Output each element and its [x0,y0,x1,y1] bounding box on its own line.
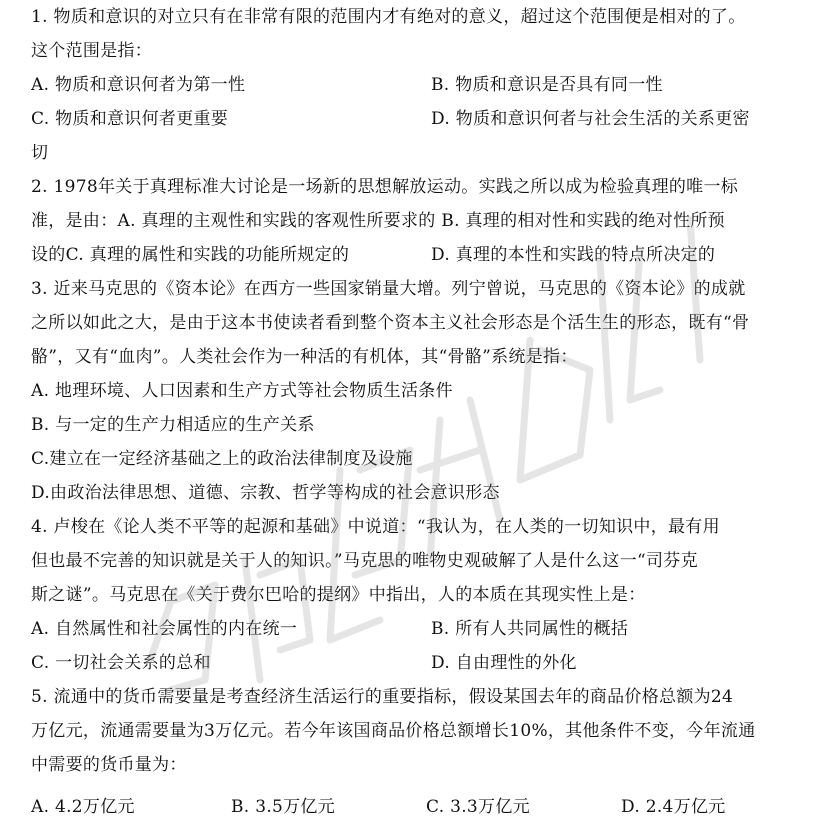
q3-option-b: B. 与一定的生产力相适应的生产关系 [31,415,315,435]
q4-option-b: B. 所有人共同属性的概括 [431,619,629,639]
q2-option-c: 设的C. 真理的属性和实践的功能所规定的 [31,245,350,265]
q1-stem-line-1: 1. 物质和意识的对立只有在非常有限的范围内才有绝对的意义，超过这个范围便是相对的了。 [31,7,746,27]
q1-option-d: D. 物质和意识何者与社会生活的关系更密 [431,109,750,129]
q2-stem-line-2: 准，是由：A. 真理的主观性和实践的客观性所要求的 B. 真理的相对性和实践的绝对性所预 [31,211,725,231]
q3-stem-line-1: 3. 近来马克思的《资本论》在西方一些国家销量大增。列宁曾说，马克思的《资本论》的成就 [31,279,746,299]
q1-option-a: A. 物质和意识何者为第一性 [31,75,246,95]
q5-option-d: D. 2.4万亿元 [621,797,726,817]
q4-options-row-1 [31,612,821,646]
q4-options-row-2 [31,646,821,680]
q4-stem-line-2: 但也最不完善的知识就是关于人的知识。”马克思的唯物史观破解了人是什么这一“司芬克 [31,551,698,571]
q1-options-row-1 [31,68,821,102]
q4-stem-line-1: 4. 卢梭在《论人类不平等的起源和基础》中说道：“我认为，在人类的一切知识中，最有用 [31,517,720,537]
q3-option-a: A. 地理环境、人口因素和生产方式等社会物质生活条件 [31,381,453,401]
q5-option-b: B. 3.5万亿元 [231,797,336,817]
q4-option-c: C. 一切社会关系的总和 [31,653,211,673]
q1-option-c: C. 物质和意识何者更重要 [31,109,229,129]
q5-option-a: A. 4.2万亿元 [31,797,135,817]
q2-option-d: D. 真理的本性和实践的特点所决定的 [431,245,716,265]
q2-options-row-1 [31,238,821,272]
q2-stem-line-1: 2. 1978年关于真理标准大讨论是一场新的思想解放运动。实践之所以成为检验真理的唯一标 [31,177,739,197]
q5-option-c: C. 3.3万亿元 [426,797,530,817]
q4-stem-line-3: 斯之谜”。马克思在《关于费尔巴哈的提纲》中指出，人的本质在其现实性上是： [31,585,646,605]
q3-option-d: D.由政治法律思想、道德、宗教、哲学等构成的社会意识形态 [31,483,500,503]
q5-stem-line-2: 万亿元，流通需要量为3万亿元。若今年该国商品价格总额增长10%，其他条件不变，今年流通 [31,721,756,741]
q5-options-row [31,790,821,824]
q3-option-c: C.建立在一定经济基础之上的政治法律制度及设施 [31,449,413,469]
q1-options-row-2 [31,102,821,136]
q3-stem-line-2: 之所以如此之大，是由于这本书使读者看到整个资本主义社会形态是个活生生的形态，既有“骨 [31,313,750,333]
q3-stem-line-3: 骼”，又有“血肉”。人类社会作为一种活的有机体，其“骨骼”系统是指： [31,347,578,367]
q1-option-b: B. 物质和意识是否具有同一性 [431,75,663,95]
q4-option-a: A. 自然属性和社会属性的内在统一 [31,619,298,639]
q5-stem-line-3: 中需要的货币量为： [31,755,187,775]
q1-option-d-continued: 切 [31,143,49,163]
q1-stem-line-2: 这个范围是指： [31,41,153,61]
q5-stem-line-1: 5. 流通中的货币需要量是考查经济生活运行的重要指标，假设某国去年的商品价格总额为24 [31,687,734,707]
q4-option-d: D. 自由理性的外化 [431,653,577,673]
